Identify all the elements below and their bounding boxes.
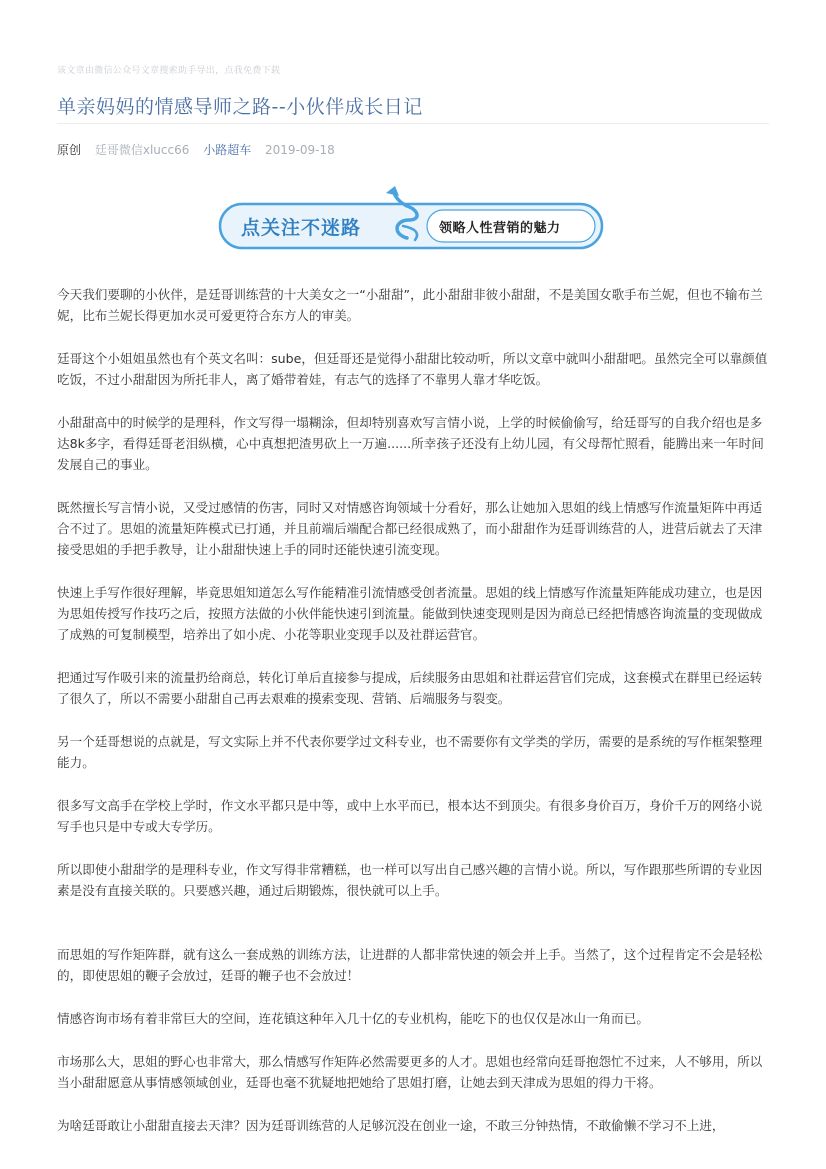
export-notice-link[interactable]: 该文章由微信公众号文章搜索助手导出，点我免费下载: [57, 66, 281, 76]
article-title: 单亲妈妈的情感导师之路--小伙伴成长日记: [57, 96, 423, 118]
paragraph: 把通过写作吸引来的流量扔给商总，转化订单后直接参与提成，后续服务由思姐和社群运营官们完成，这套模式在群里已经运转了很久了，所以不需要小甜甜自己再去艰难的摸索变现、营销、后端服务与裂变。: [57, 670, 763, 706]
paragraph: 情感咨询市场有着非常巨大的空间，连花镇这种年入几十亿的专业机构，能吃下的也仅仅是冰山一角而已。: [57, 1011, 649, 1026]
article-meta: [57, 141, 345, 158]
account-link[interactable]: 小路超车: [203, 143, 252, 157]
author-name: 廷哥微信xlucc66: [94, 143, 190, 157]
article-body: [57, 284, 769, 1136]
paragraph: 为啥廷哥敢让小甜甜直接去天津？因为廷哥训练营的人足够沉没在创业一途，不敢三分钟热情，不敢偷懒不学习不上进，: [57, 1118, 725, 1133]
follow-banner[interactable]: [217, 186, 605, 252]
original-badge: 原创: [57, 143, 82, 157]
paragraph: 今天我们要聊的小伙伴，是廷哥训练营的十大美女之一“小甜甜”，此小甜甜非彼小甜甜，不是美国女歌手布兰妮，但也不输布兰妮，比布兰妮长得更加水灵可爱更符合东方人的审美。: [57, 287, 763, 323]
paragraph: 而思姐的写作矩阵群，就有这么一套成熟的训练方法，让进群的人都非常快速的领会并上手。当然了，这个过程肯定不会是轻松的，即使思姐的鞭子会放过，廷哥的鞭子也不会放过！: [57, 947, 763, 983]
paragraph: 市场那么大，思姐的野心也非常大，那么情感写作矩阵必然需要更多的人才。思姐也经常向廷哥抱怨忙不过来，人不够用，所以当小甜甜愿意从事情感领域创业，廷哥也毫不犹疑地把她给了思姐打磨，让她去到天津成为思姐的得力干将。: [57, 1054, 763, 1090]
banner-slogan-text: 领略人性营销的魅力: [439, 221, 561, 236]
paragraph: 小甜甜高中的时候学的是理科，作文写得一塌糊涂，但却特别喜欢写言情小说，上学的时候偷偷写，给廷哥写的自我介绍也是多达8k多字，看得廷哥老泪纵横，心中真想把渣男砍上一万遍......所幸孩子还没有上幼儿园，有父母帮忙照看，能腾出来一年时间发展自己的事业。: [57, 415, 764, 472]
paragraph: 既然擅长写言情小说，又受过感情的伤害，同时又对情感咨询领域十分看好，那么让她加入思姐的线上情感写作流量矩阵中再适合不过了。思姐的流量矩阵模式已打通，并且前端后端配合都已经很成熟了，而小甜甜作为廷哥训练营的人，进营后就去了天津接受思姐的手把手教导，让小甜甜快速上手的同时还能快速引流变现。: [57, 500, 763, 557]
paragraph: 所以即使小甜甜学的是理科专业，作文写得非常糟糕，也一样可以写出自己感兴趣的言情小说。所以，写作跟那些所谓的专业因素是没有直接关联的。只要感兴趣，通过后期锻炼，很快就可以上手。: [57, 862, 763, 898]
publish-date: 2019-09-18: [265, 143, 335, 157]
paragraph: 很多写文高手在学校上学时，作文水平都只是中等，或中上水平而已，根本达不到顶尖。有很多身价百万，身价千万的网络小说写手也只是中专或大专学历。: [57, 798, 763, 834]
banner-follow-text: 点关注不迷路: [241, 217, 362, 239]
paragraph: 快速上手写作很好理解，毕竟思姐知道怎么写作能精准引流情感受创者流量。思姐的线上情感写作流量矩阵能成功建立，也是因为思姐传授写作技巧之后，按照方法做的小伙伴能快速引到流量。能做到快速变现则是因为商总已经把情感咨询流量的变现做成了成熟的可复制模型，培养出了如小虎、小花等职业变现手以及社群运营官。: [57, 585, 763, 642]
title-divider: [57, 123, 769, 124]
paragraph: 另一个廷哥想说的点就是，写文实际上并不代表你要学过文科专业，也不需要你有文学类的学历，需要的是系统的写作框架整理能力。: [57, 734, 763, 770]
paragraph: 廷哥这个小姐姐虽然也有个英文名叫：sube，但廷哥还是觉得小甜甜比较动听，所以文章中就叫小甜甜吧。虽然完全可以靠颜值吃饭，不过小甜甜因为所托非人，离了婚带着娃，有志气的选择了不靠男人靠才华吃饭。: [57, 351, 768, 387]
